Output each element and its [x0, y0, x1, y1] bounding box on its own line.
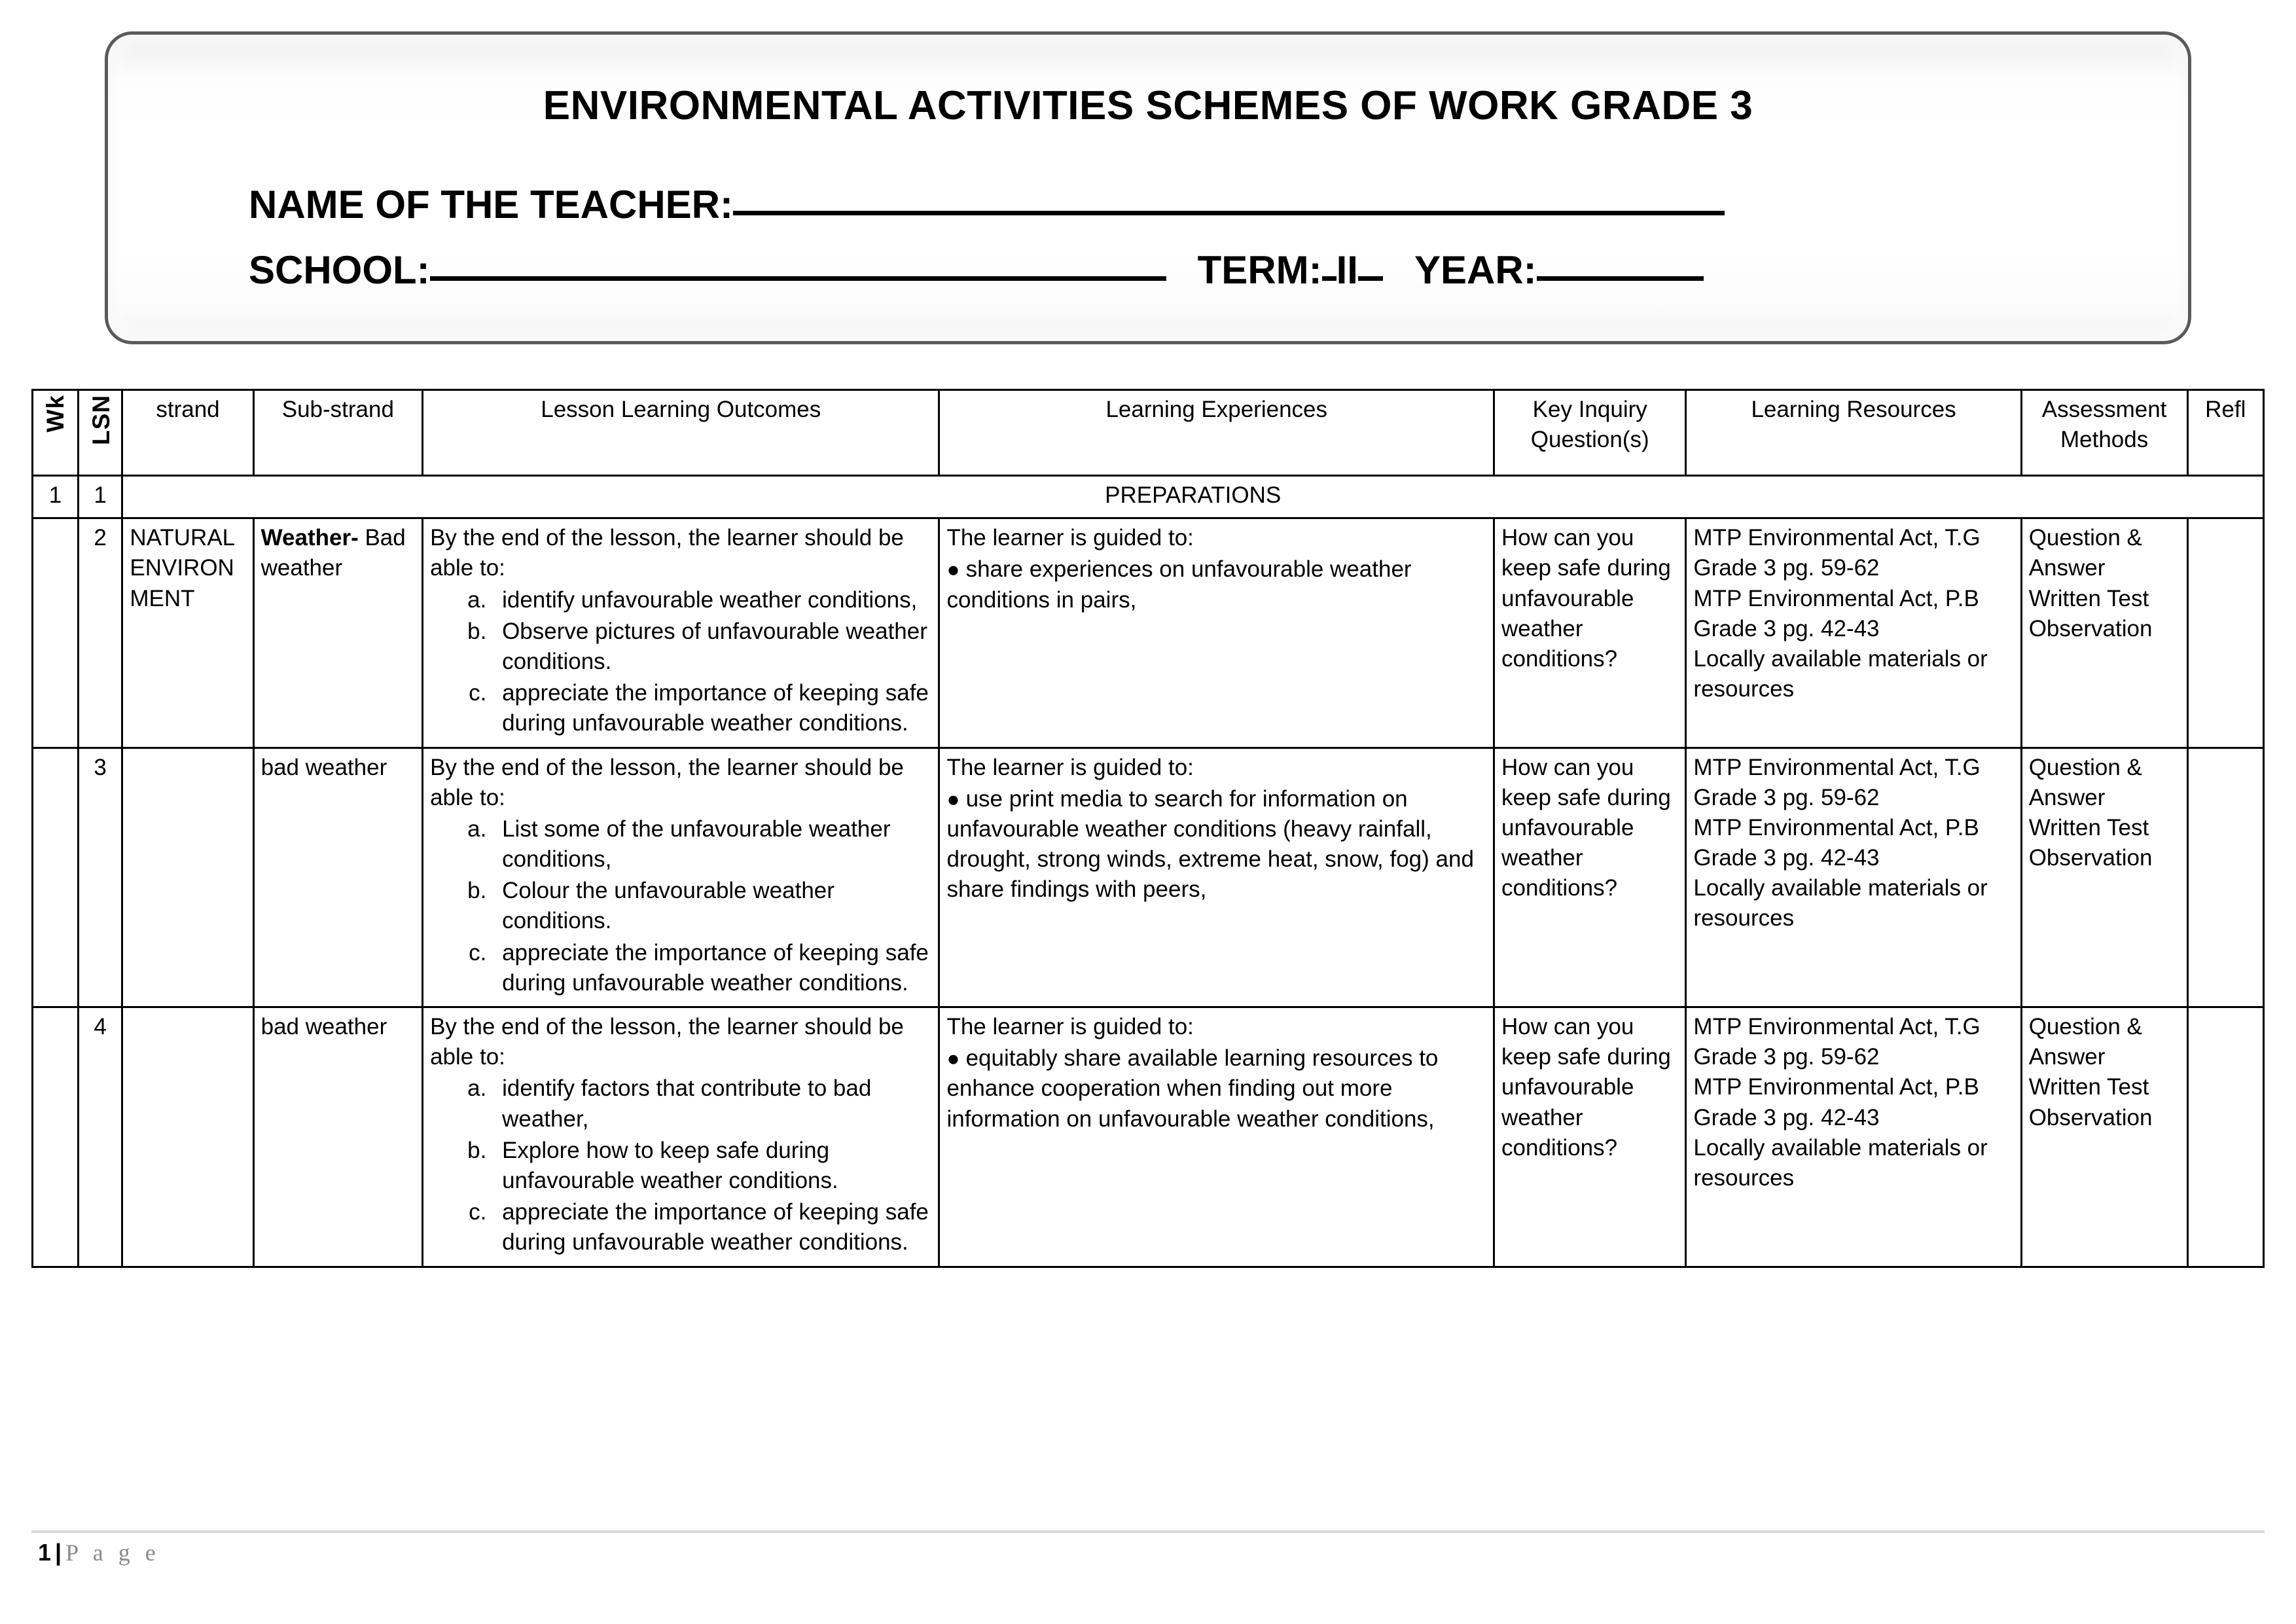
- cell-learning-resources: [1686, 748, 2021, 1007]
- page-footer: [38, 1541, 160, 1564]
- cell-learning-experiences: [939, 748, 1494, 1007]
- bullet-icon: ●: [946, 1046, 966, 1071]
- experiences-intro: The learner is guided to:: [946, 754, 1194, 780]
- key-inquiry-text: How can you keep safe during unfavourable weather conditions?: [1501, 1014, 1671, 1161]
- column-header-lesson-learning-outcomes: Lesson Learning Outcomes: [423, 390, 939, 476]
- outcome-item: c. appreciate the importance of keeping safe during unfavourable weather conditions.: [493, 678, 931, 738]
- cell-key-inquiry-question: [1494, 748, 1686, 1007]
- cell-strand: [122, 1007, 253, 1267]
- cell-lsn: 1: [78, 476, 122, 518]
- column-header-refl: Refl: [2187, 390, 2264, 476]
- teacher-name-blank[interactable]: [733, 211, 1725, 215]
- term-value: II: [1336, 248, 1358, 292]
- resource-line: MTP Environmental Act, T.G Grade 3 pg. 59-62: [1693, 1014, 1981, 1070]
- outcomes-intro: By the end of the lesson, the learner should be able to:: [430, 525, 904, 581]
- schemes-of-work-table: [31, 389, 2265, 1268]
- experiences-intro: The learner is guided to:: [946, 525, 1194, 551]
- resource-line: MTP Environmental Act, P.B Grade 3 pg. 42-43: [1693, 814, 1979, 871]
- footer-page-word: P a g e: [65, 1540, 160, 1566]
- column-header-wk-label: Wk: [42, 395, 69, 433]
- experiences-list: [946, 1043, 1486, 1134]
- assessment-line: Answer: [2028, 784, 2106, 810]
- cell-learning-resources: [1686, 1007, 2021, 1267]
- column-header-wk: [33, 390, 79, 476]
- teacher-name-label: NAME OF THE TEACHER:: [249, 183, 733, 226]
- sub-strand-emphasis: Weather-: [260, 525, 359, 551]
- school-label: SCHOOL:: [249, 248, 430, 292]
- assessment-line: Question &: [2028, 754, 2142, 780]
- key-inquiry-text: How can you keep safe during unfavourable weather conditions?: [1501, 525, 1671, 672]
- title-header-box: [105, 31, 2191, 344]
- assessment-line: Written Test: [2028, 814, 2149, 840]
- outcome-item: c. appreciate the importance of keeping safe during unfavourable weather conditions.: [493, 938, 931, 998]
- assessment-line: Question &: [2028, 525, 2142, 551]
- table-header: [33, 390, 2264, 476]
- cell-learning-experiences: [939, 1007, 1494, 1267]
- outcome-item: b. Observe pictures of unfavourable weather conditions.: [493, 617, 931, 677]
- document-title: ENVIRONMENTAL ACTIVITIES SCHEMES OF WORK GRADE 3: [543, 83, 1753, 128]
- cell-key-inquiry-question: [1494, 518, 1686, 748]
- resource-line: Locally available materials or resources: [1693, 875, 1988, 931]
- cell-strand: [122, 748, 253, 1007]
- table-row: [33, 518, 2264, 748]
- year-label: YEAR:: [1414, 248, 1537, 292]
- outcome-item: a. List some of the unfavourable weather conditions,: [493, 814, 931, 875]
- year-blank[interactable]: [1537, 276, 1704, 281]
- cell-refl[interactable]: [2187, 1007, 2264, 1267]
- column-header-lsn: [78, 390, 122, 476]
- lesson-rows-body: [33, 518, 2264, 1267]
- cell-sub-strand: bad weather: [253, 1007, 422, 1267]
- cell-refl[interactable]: [2187, 518, 2264, 748]
- cell-wk: 1: [33, 476, 79, 518]
- resource-line: MTP Environmental Act, T.G Grade 3 pg. 59-62: [1693, 525, 1981, 581]
- assessment-line: Observation: [2028, 1104, 2153, 1130]
- term-label: TERM:: [1197, 248, 1322, 292]
- experience-item: ● use print media to search for information on unfavourable weather conditions (heavy rainfall, drought, strong winds, extreme heat, snow, fog) and share findings with peers,: [946, 785, 1474, 903]
- experiences-list: [946, 784, 1486, 905]
- outcome-item: b. Colour the unfavourable weather conditions.: [493, 876, 931, 936]
- experience-item: ● equitably share available learning resources to enhance cooperation when finding out more information on unfavourable weather conditions,: [946, 1045, 1439, 1132]
- assessment-line: Answer: [2028, 1044, 2106, 1070]
- assessment-line: Answer: [2028, 555, 2106, 581]
- assessment-line: Observation: [2028, 845, 2153, 871]
- term-blank-left[interactable]: [1322, 276, 1336, 281]
- school-name-blank[interactable]: [430, 276, 1166, 281]
- column-header-sub-strand: Sub-strand: [253, 390, 422, 476]
- experiences-list: [946, 554, 1486, 615]
- cell-refl[interactable]: [2187, 748, 2264, 1007]
- cell-strand: NATURAL ENVIRONMENT: [122, 518, 253, 748]
- cell-assessment-methods: [2021, 518, 2187, 748]
- bullet-icon: ●: [946, 557, 966, 582]
- cell-lesson-learning-outcomes: [423, 1007, 939, 1267]
- cell-sub-strand: bad weather: [253, 748, 422, 1007]
- table-body: [33, 476, 2264, 518]
- cell-key-inquiry-question: [1494, 1007, 1686, 1267]
- resource-line: MTP Environmental Act, P.B Grade 3 pg. 42-43: [1693, 585, 1979, 641]
- resource-line: MTP Environmental Act, T.G Grade 3 pg. 59-62: [1693, 754, 1981, 810]
- table-row-preparations: [33, 476, 2264, 518]
- outcomes-list: [430, 585, 931, 739]
- cell-assessment-methods: [2021, 748, 2187, 1007]
- column-header-learning-resources: Learning Resources: [1686, 390, 2021, 476]
- outcomes-list: [430, 814, 931, 998]
- cell-learning-experiences: [939, 518, 1494, 748]
- table-row: [33, 748, 2264, 1007]
- cell-preparations: PREPARATIONS: [122, 476, 2264, 518]
- experience-item: ● share experiences on unfavourable weather conditions in pairs,: [946, 556, 1412, 613]
- bullet-icon: ●: [946, 786, 966, 811]
- column-header-assessment-methods: Assessment Methods: [2021, 390, 2187, 476]
- cell-wk: [33, 518, 79, 748]
- key-inquiry-text: How can you keep safe during unfavourable weather conditions?: [1501, 754, 1671, 901]
- table-row: [33, 1007, 2264, 1267]
- cell-lsn: 3: [78, 748, 122, 1007]
- assessment-line: Written Test: [2028, 585, 2149, 611]
- cell-assessment-methods: [2021, 1007, 2187, 1267]
- resource-line: MTP Environmental Act, P.B Grade 3 pg. 42-43: [1693, 1074, 1979, 1130]
- cell-wk: [33, 1007, 79, 1267]
- footer-separator: |: [55, 1539, 62, 1566]
- term-blank-right[interactable]: [1358, 276, 1383, 281]
- outcomes-intro: By the end of the lesson, the learner should be able to:: [430, 754, 904, 810]
- outcomes-list: [430, 1074, 931, 1257]
- footer-page-number: 1: [38, 1539, 52, 1566]
- column-header-key-inquiry-questions: Key Inquiry Question(s): [1494, 390, 1686, 476]
- outcome-item: b. Explore how to keep safe during unfavourable weather conditions.: [493, 1136, 931, 1196]
- assessment-line: Question &: [2028, 1014, 2142, 1039]
- outcome-item: a. identify factors that contribute to bad weather,: [493, 1074, 931, 1134]
- cell-lesson-learning-outcomes: [423, 748, 939, 1007]
- cell-wk: [33, 748, 79, 1007]
- table-header-row: [33, 390, 2264, 476]
- outcomes-intro: By the end of the lesson, the learner should be able to:: [430, 1014, 904, 1070]
- resource-line: Locally available materials or resources: [1693, 1134, 1988, 1191]
- outcome-item: c. appreciate the importance of keeping safe during unfavourable weather conditions.: [493, 1197, 931, 1257]
- school-term-year-field-row: [249, 248, 1704, 292]
- column-header-learning-experiences: Learning Experiences: [939, 390, 1494, 476]
- experiences-intro: The learner is guided to:: [946, 1014, 1194, 1039]
- cell-lesson-learning-outcomes: [423, 518, 939, 748]
- cell-learning-resources: [1686, 518, 2021, 748]
- resource-line: Locally available materials or resources: [1693, 645, 1988, 702]
- cell-lsn: 2: [78, 518, 122, 748]
- column-header-strand: strand: [122, 390, 253, 476]
- footer-divider: [31, 1530, 2265, 1533]
- outcome-item: a. identify unfavourable weather conditions,: [493, 585, 931, 615]
- cell-lsn: 4: [78, 1007, 122, 1267]
- assessment-line: Written Test: [2028, 1074, 2149, 1100]
- column-header-lsn-label: LSN: [87, 395, 115, 445]
- teacher-name-field-row: [249, 185, 1725, 225]
- assessment-line: Observation: [2028, 615, 2153, 641]
- cell-sub-strand: Weather- Bad weather: [253, 518, 422, 748]
